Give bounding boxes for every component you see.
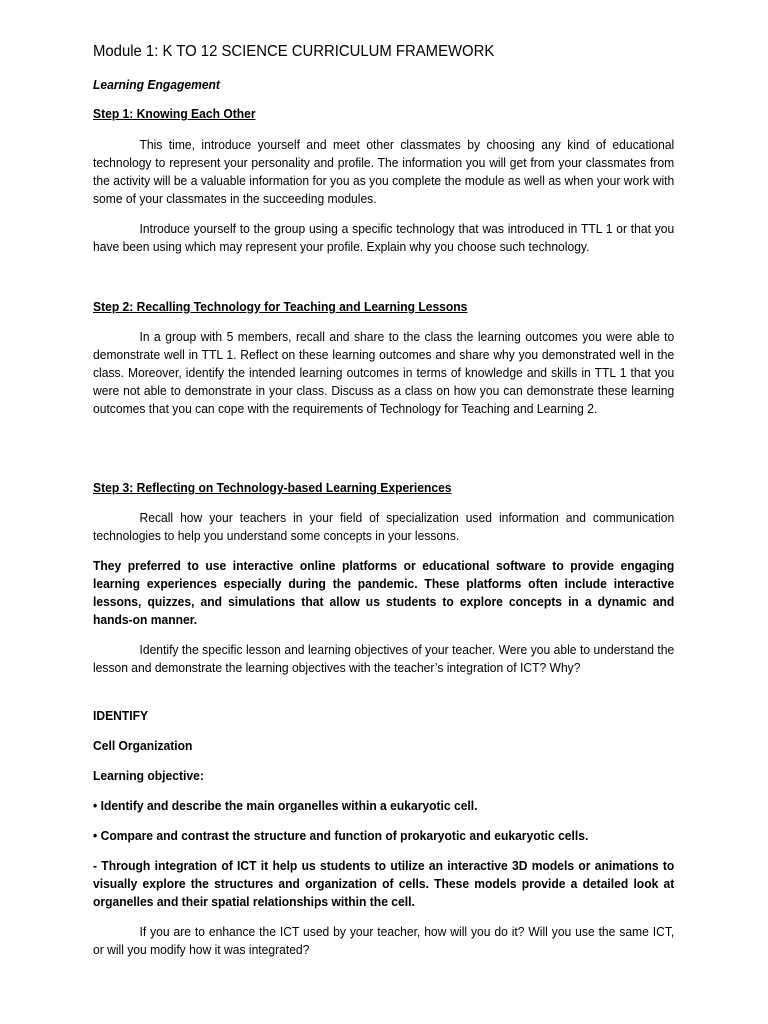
- identify-label: IDENTIFY: [93, 708, 149, 723]
- page-title: Module 1: K TO 12 SCIENCE CURRICULUM FRAMEWORK: [93, 43, 495, 60]
- objective-item-2: • Compare and contrast the structure and function of prokaryotic and eukaryotic cells.: [93, 828, 589, 843]
- step1-paragraph-1: This time, introduce yourself and meet other classmates by choosing any kind of educational technology to represent your personality and profile. The information you will get from your classmates from the activity will be a valuable information for you as you complete the module as well as when your work with some of your classmates in the succeeding modules.: [93, 137, 675, 206]
- step1-paragraph-2: Introduce yourself to the group using a specific technology that was introduced in TTL 1 or that you have been using which may represent your profile. Explain why you choose such technology.: [93, 221, 675, 254]
- step3-heading: Step 3: Reflecting on Technology-based Learning Experiences: [93, 480, 452, 495]
- step3-answer-1: They preferred to use interactive online platforms or educational software to provide engaging learning experiences especially during the pandemic. These platforms often include interactive lessons, quizzes, and simulations that allow us students to explore concepts in a dynamic and hands-on manner.: [93, 558, 675, 627]
- step2-heading: Step 2: Recalling Technology for Teaching and Learning Lessons: [93, 299, 468, 314]
- lesson-title: Cell Organization: [93, 738, 193, 753]
- step3-paragraph-2: Identify the specific lesson and learning objectives of your teacher. Were you able to understand the lesson and demonstrate the learning objectives with the teacher’s integration of ICT? Why?: [93, 642, 675, 675]
- step3-paragraph-1: Recall how your teachers in your field of specialization used information and communication technologies to help you understand some concepts in your lessons.: [93, 510, 675, 543]
- step3-answer-2: - Through integration of ICT it help us students to utilize an interactive 3D models or animations to visually explore the structures and organization of cells. These models provide a detailed look at organelles and their spatial relationships within the cell.: [93, 858, 675, 909]
- step1-heading: Step 1: Knowing Each Other: [93, 106, 256, 121]
- objective-item-1: • Identify and describe the main organelles within a eukaryotic cell.: [93, 798, 478, 813]
- step2-paragraph-1: In a group with 5 members, recall and share to the class the learning outcomes you were able to demonstrate well in TTL 1. Reflect on these learning outcomes and share why you demonstrated well in the class. Moreover, identify the intended learning outcomes in terms of knowledge and skills in TTL 1 that you were not able to demonstrate in your class. Discuss as a class on how you can demonstrate these learning outcomes that you can cope with the requirements of Technology for Teaching and Learning 2.: [93, 329, 675, 416]
- page-subtitle: Learning Engagement: [93, 77, 220, 92]
- objective-label: Learning objective:: [93, 768, 204, 783]
- step3-paragraph-3: If you are to enhance the ICT used by your teacher, how will you do it? Will you use the same ICT, or will you modify how it was integrated?: [93, 924, 675, 957]
